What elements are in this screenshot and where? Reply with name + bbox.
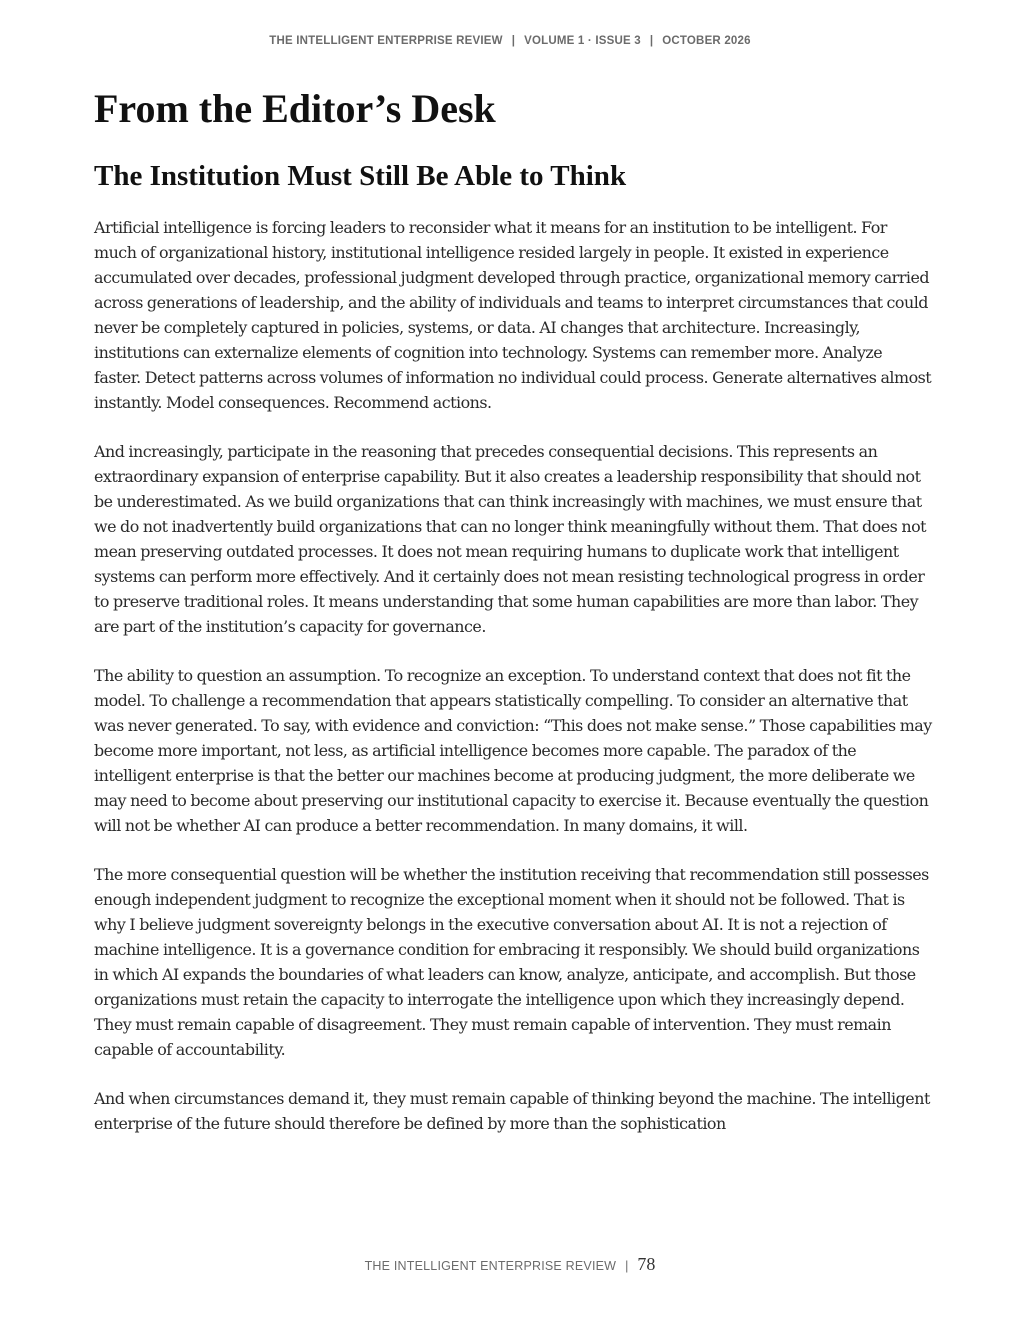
article-body [94,215,932,1136]
header-separator: | [649,35,654,47]
paragraph: The ability to question an assumption. To recognize an exception. To understand context that does not fit the model. To challenge a recommendation that appears statistically compelling. To consider an alternative that was never generated. To say, with evidence and conviction: “This does not make sense.” Those capabilities may become more important, not less, as artificial intelligence becomes more capable. The paradox of the intelligent enterprise is that the better our machines become at producing judgment, the more deliberate we may need to become about preserving our institutional capacity to exercise it. Because eventually the question will not be whether AI can produce a better recommendation. In many domains, it will. [94,666,932,835]
running-header [0,35,1020,47]
paragraph: Artificial intelligence is forcing leaders to reconsider what it means for an institution to be intelligent. For much of organizational history, institutional intelligence resided largely in people. It existed in experience accumulated over decades, professional judgment developed through practice, organizational memory carried across generations of leadership, and the ability of individuals and teams to interpret circumstances that could never be completely captured in policies, systems, or data. AI changes that architecture. Increasingly, institutions can externalize elements of cognition into technology. Systems can remember more. Analyze faster. Detect patterns across volumes of information no individual could process. Generate alternatives almost instantly. Model consequences. Recommend actions. [94,218,932,412]
header-publication-name: THE INTELLIGENT ENTERPRISE REVIEW [269,35,503,47]
article-title: The Institution Must Still Be Able to Think [94,160,627,192]
header-separator: | [511,35,516,47]
section-title: From the Editor’s Desk [94,86,496,131]
paragraph: The more consequential question will be whether the institution receiving that recommendation still possesses enough independent judgment to recognize the exceptional moment when it should not be followed. That is why I believe judgment sovereignty belongs in the executive conversation about AI. It is not a rejection of machine intelligence. It is a governance condition for embracing it responsibly. We should build organizations in which AI expands the boundaries of what leaders can know, analyze, anticipate, and accomplish. But those organizations must retain the capacity to interrogate the intelligence upon which they increasingly depend. They must remain capable of disagreement. They must remain capable of intervention. They must remain capable of accountability. [94,865,929,1059]
footer-publication-name: THE INTELLIGENT ENTERPRISE REVIEW [364,1259,617,1273]
paragraph: And when circumstances demand it, they must remain capable of thinking beyond the machine. The intelligent enterprise of the future should therefore be defined by more than the sophistication [94,1089,930,1133]
header-date: OCTOBER 2026 [662,35,751,47]
article [94,83,932,1136]
footer-separator: | [625,1259,629,1273]
running-footer [0,1254,1020,1275]
paragraph: And increasingly, participate in the reasoning that precedes consequential decisions. This represents an extraordinary expansion of enterprise capability. But it also creates a leadership responsibility that should not be underestimated. As we build organizations that can think increasingly with machines, we must ensure that we do not inadvertently build organizations that can no longer think meaningfully without them. That does not mean preserving outdated processes. It does not mean requiring humans to duplicate work that intelligent systems can perform more effectively. And it certainly does not mean resisting technological progress in order to preserve traditional roles. It means understanding that some human capabilities are more than labor. They are part of the institution’s capacity for governance. [94,442,927,636]
page-number: 78 [637,1254,656,1274]
header-issue: VOLUME 1 · ISSUE 3 [524,35,641,47]
